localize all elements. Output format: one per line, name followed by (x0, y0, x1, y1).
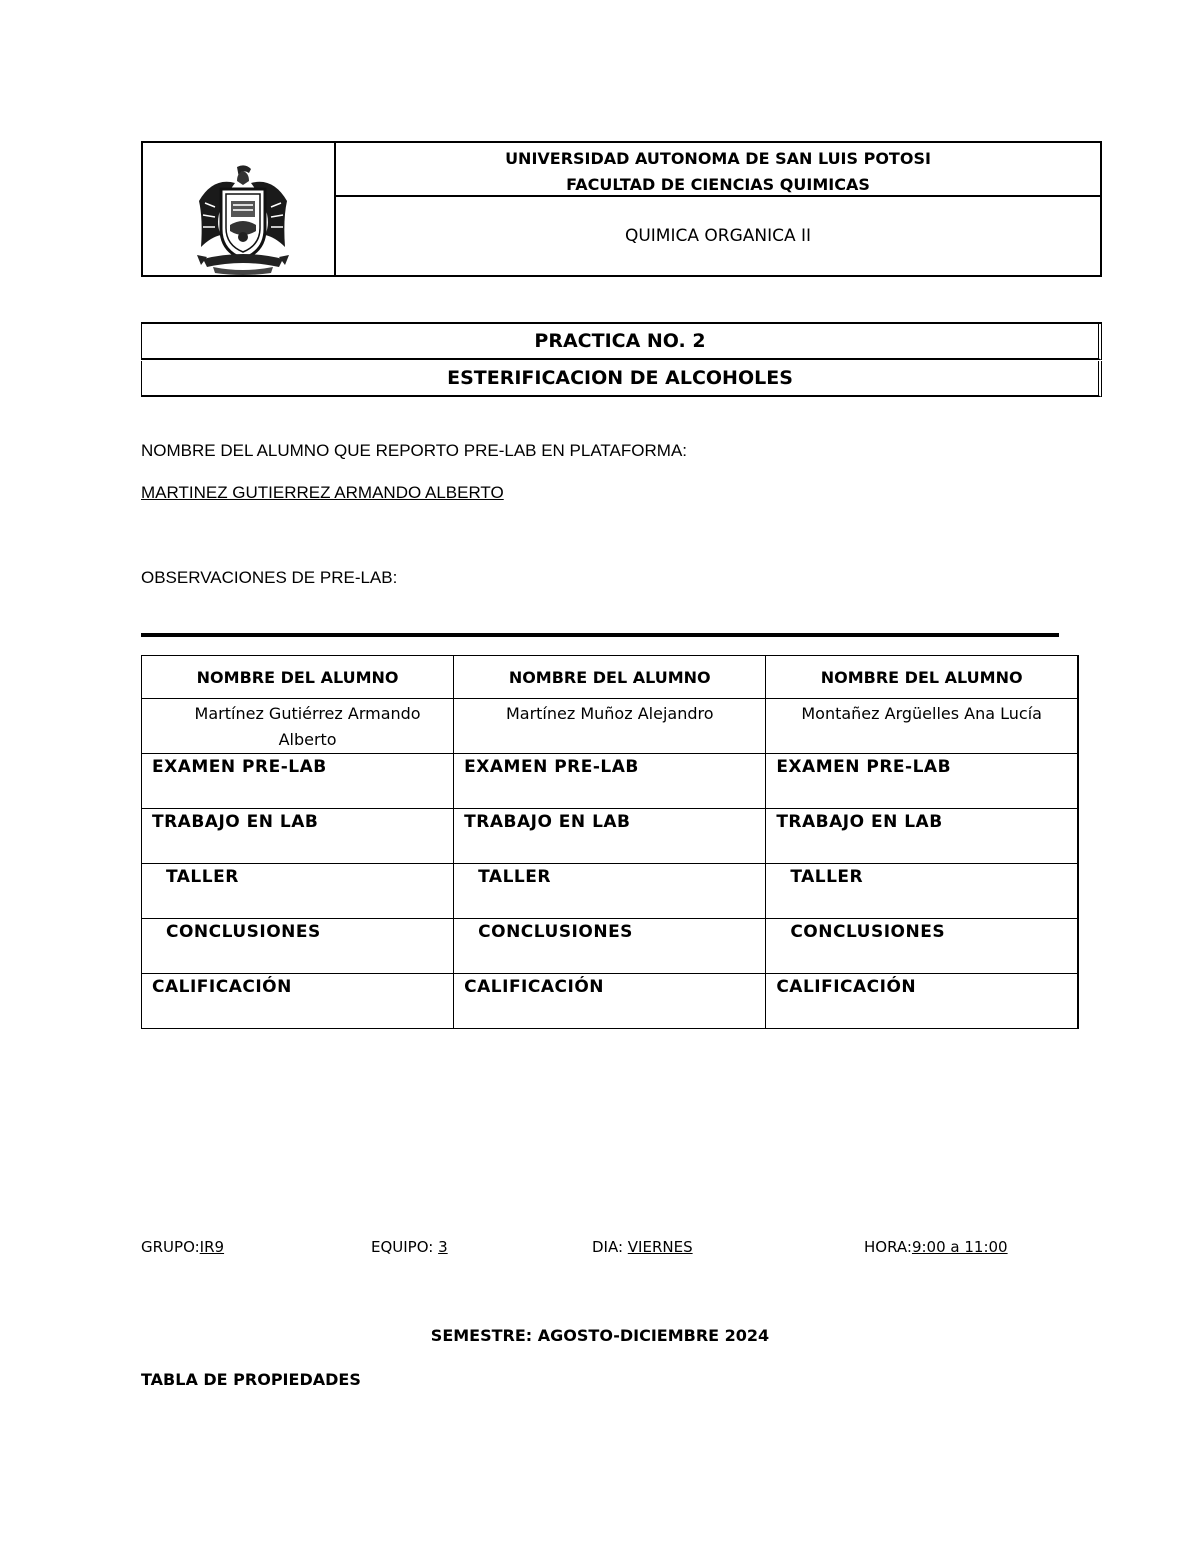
university-name: UNIVERSIDAD AUTONOMA DE SAN LUIS POTOSI (505, 149, 931, 168)
criterion-label: CALIFICACIÓN (464, 977, 604, 997)
table-row (142, 754, 1079, 809)
course-name: QUIMICA ORGANICA II (624, 226, 812, 246)
equipo-field (371, 1238, 448, 1256)
student-name-cell: Martínez Gutiérrez Armando Alberto (142, 699, 454, 754)
hora-label: HORA: (864, 1238, 912, 1256)
dia-label: DIA: (592, 1238, 628, 1256)
grupo-field (141, 1238, 224, 1256)
dia-value: VIERNES (627, 1238, 693, 1256)
criterion-label: CALIFICACIÓN (776, 977, 917, 997)
criterion-label: CONCLUSIONES (478, 922, 633, 942)
header-cell: NOMBRE DEL ALUMNO (454, 656, 766, 699)
criterion-label: TRABAJO EN LAB (776, 812, 943, 832)
criterion-label: TALLER (478, 867, 551, 887)
criterion-label: TRABAJO EN LAB (152, 812, 319, 832)
table-row (142, 919, 1079, 974)
criterion-label: CALIFICACIÓN (152, 977, 292, 997)
faculty-name: FACULTAD DE CIENCIAS QUIMICAS (566, 175, 870, 194)
practice-box (141, 322, 1102, 397)
table-row (142, 974, 1079, 1029)
equipo-label: EQUIPO: (371, 1238, 439, 1256)
criterion-label: TALLER (790, 867, 864, 887)
criterion-label: EXAMEN PRE-LAB (152, 757, 327, 777)
grupo-value: IR9 (199, 1238, 225, 1256)
properties-table-title: TABLA DE PROPIEDADES (141, 1370, 361, 1389)
logo-cell (143, 143, 336, 275)
header-box (141, 141, 1102, 277)
dia-field (592, 1238, 693, 1256)
university-eagle-crest-icon (193, 163, 293, 277)
prelab-student-label: NOMBRE DEL ALUMNO QUE REPORTO PRE-LAB EN PLATAFORMA: (141, 441, 688, 460)
university-title-cell (336, 143, 1100, 197)
header-cell: NOMBRE DEL ALUMNO (766, 656, 1078, 699)
equipo-value: 3 (438, 1238, 448, 1256)
grupo-label: GRUPO: (141, 1238, 200, 1256)
hora-value: 9:00 a 11:00 (911, 1238, 1008, 1256)
criterion-label: EXAMEN PRE-LAB (464, 757, 639, 777)
criterion-label: EXAMEN PRE-LAB (776, 757, 952, 777)
table-header-row (142, 656, 1079, 699)
criterion-label: TALLER (166, 867, 239, 887)
student-name-cell: Montañez Argüelles Ana Lucía (766, 699, 1078, 754)
student-names-row (142, 699, 1079, 754)
practice-title: ESTERIFICACION DE ALCOHOLES (141, 361, 1102, 397)
practice-number: PRACTICA NO. 2 (141, 324, 1102, 360)
criterion-label: CONCLUSIONES (166, 922, 321, 942)
observations-line (141, 633, 1059, 637)
hora-field (864, 1238, 1008, 1256)
semester-label: SEMESTRE: AGOSTO-DICIEMBRE 2024 (430, 1326, 770, 1345)
student-name-cell: Martínez Muñoz Alejandro (454, 699, 766, 754)
header-cell: NOMBRE DEL ALUMNO (142, 656, 454, 699)
criterion-label: CONCLUSIONES (790, 922, 946, 942)
grades-table (141, 655, 1079, 1029)
criterion-label: TRABAJO EN LAB (464, 812, 631, 832)
observations-label: OBSERVACIONES DE PRE-LAB: (141, 568, 398, 587)
course-cell (336, 197, 1100, 275)
table-row (142, 864, 1079, 919)
prelab-student-name: MARTINEZ GUTIERREZ ARMANDO ALBERTO (141, 483, 504, 502)
table-row (142, 809, 1079, 864)
